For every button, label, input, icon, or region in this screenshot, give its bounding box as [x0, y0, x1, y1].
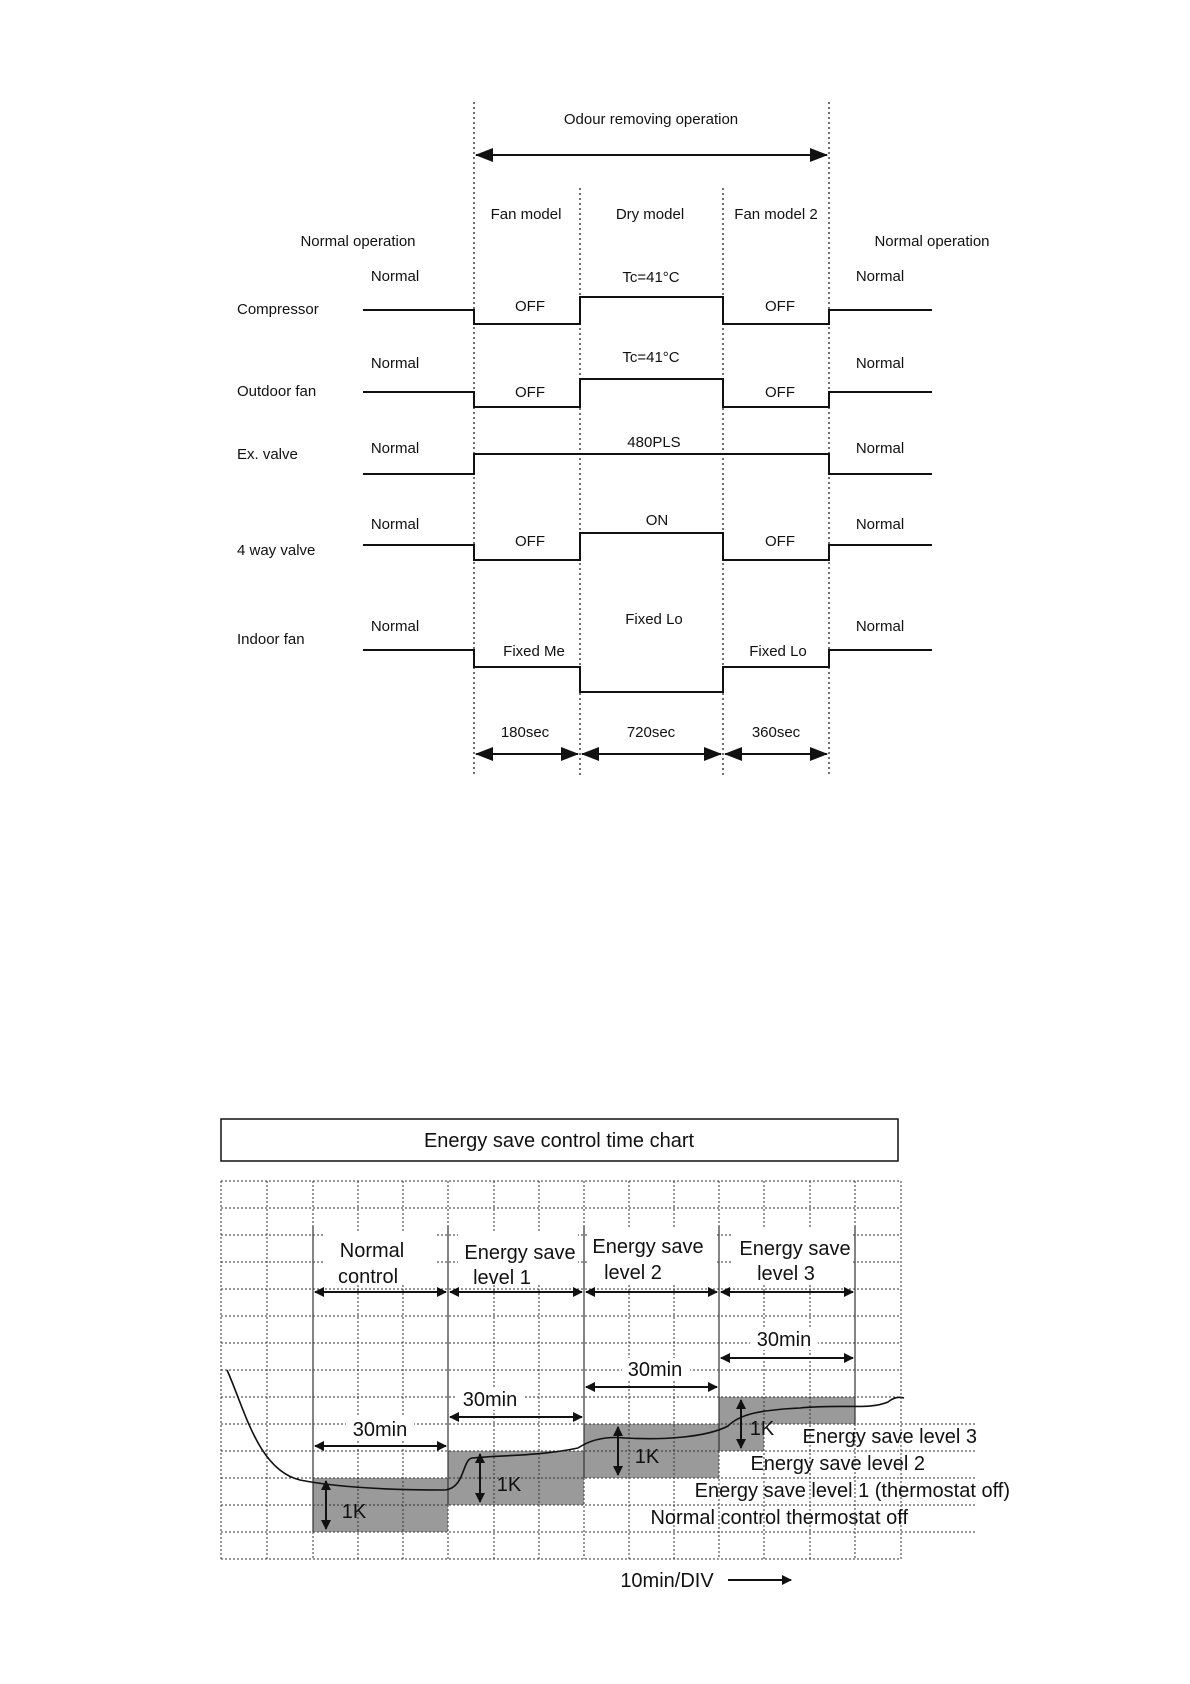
k-label-level-2: 1K	[634, 1446, 660, 1468]
fan2-phase-state: OFF	[765, 533, 795, 550]
span-level-3: 30min	[756, 1329, 812, 1351]
fan2-phase-state: OFF	[765, 384, 795, 401]
level-label-2: Energy save level 2	[750, 1453, 925, 1475]
span-normal: 30min	[352, 1419, 408, 1441]
span-level-1: 30min	[462, 1389, 518, 1411]
normal-operation-right: Normal operation	[874, 233, 990, 250]
row-label: Outdoor fan	[237, 383, 317, 400]
duration-dry-model: 720sec	[626, 724, 676, 741]
normal-operation-left: Normal operation	[300, 233, 416, 250]
left-state: Normal	[370, 355, 420, 372]
k-label-level-3: 1K	[749, 1418, 775, 1440]
left-state: Normal	[370, 268, 420, 285]
odour-title: Odour removing operation	[563, 111, 739, 128]
energy-title: Energy save control time chart	[423, 1130, 695, 1152]
k-label-level-1: 1K	[496, 1474, 522, 1496]
mode-level-1-line1: Energy save	[464, 1242, 576, 1264]
duration-fan-model: 180sec	[500, 724, 550, 741]
duration-fan-model-2: 360sec	[751, 724, 801, 741]
fan2-phase-state: Fixed Lo	[749, 643, 807, 660]
4-way-valve-signal	[363, 533, 932, 560]
right-state: Normal	[855, 355, 905, 372]
dry-phase-state: ON	[645, 512, 669, 529]
dry-phase-state: 480PLS	[627, 434, 681, 451]
mode-level-1-line2: level 1	[473, 1267, 531, 1289]
mode-normal-line2: control	[337, 1266, 399, 1288]
span-level-2: 30min	[627, 1359, 683, 1381]
phase-dry-model: Dry model	[615, 206, 685, 223]
outdoor-fan-signal	[363, 379, 932, 407]
fan-phase-state: OFF	[515, 533, 545, 550]
row-indoor-fan	[237, 611, 932, 692]
right-state: Normal	[855, 440, 905, 457]
row-outdoor-fan	[237, 349, 932, 407]
fan-phase-state: OFF	[515, 298, 545, 315]
mode-level-3-line1: Energy save	[739, 1238, 851, 1260]
level-label-normal: Normal control thermostat off	[650, 1507, 908, 1529]
row-4-way-valve	[237, 512, 932, 560]
right-state: Normal	[855, 516, 905, 533]
fan-phase-state: OFF	[515, 384, 545, 401]
indoor-fan-signal	[363, 650, 932, 692]
left-state: Normal	[370, 440, 420, 457]
row-label: Compressor	[237, 301, 319, 318]
dry-phase-state: Tc=41°C	[622, 349, 680, 366]
mode-normal-line1: Normal	[339, 1240, 405, 1262]
dry-phase-state: Fixed Lo	[625, 611, 683, 628]
dry-phase-state: Tc=41°C	[622, 269, 680, 286]
row-label: Indoor fan	[237, 631, 305, 648]
row-ex-valve	[237, 434, 932, 474]
level-label-3: Energy save level 3	[802, 1426, 977, 1448]
row-label: Ex. valve	[237, 446, 298, 463]
energy-save-chart	[221, 1119, 1010, 1592]
right-state: Normal	[855, 618, 905, 635]
right-state: Normal	[855, 268, 905, 285]
row-compressor	[237, 268, 932, 324]
mode-level-3-line2: level 3	[757, 1263, 815, 1285]
compressor-signal	[363, 297, 932, 324]
row-label: 4 way valve	[237, 542, 316, 559]
left-state: Normal	[370, 516, 420, 533]
mode-level-2-line1: Energy save	[592, 1236, 704, 1258]
mode-level-2-line2: level 2	[604, 1262, 662, 1284]
fan2-phase-state: OFF	[765, 298, 795, 315]
level-3-band	[719, 1397, 855, 1424]
odour-timing-diagram	[237, 102, 990, 775]
phase-fan-model: Fan model	[490, 206, 562, 223]
scale-label: 10min/DIV	[620, 1570, 714, 1592]
phase-fan-model-2: Fan model 2	[734, 206, 818, 223]
ex-valve-signal	[363, 454, 932, 474]
fan-phase-state: Fixed Me	[503, 643, 565, 660]
left-state: Normal	[370, 618, 420, 635]
k-label-normal: 1K	[341, 1501, 367, 1523]
level-label-1: Energy save level 1 (thermostat off)	[694, 1480, 1010, 1502]
